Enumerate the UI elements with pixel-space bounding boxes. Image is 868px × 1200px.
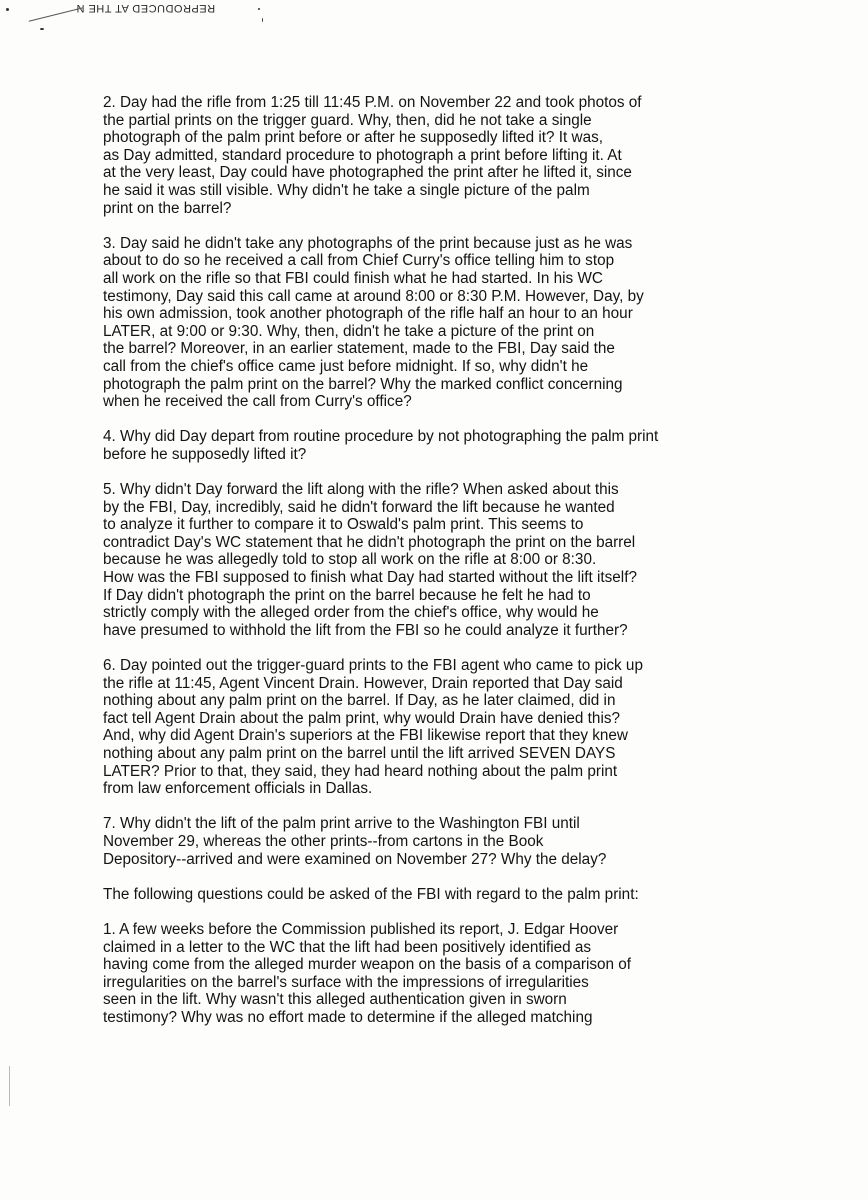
text-line: Depository--arrived and were examined on November 27? Why the delay? [103, 850, 607, 868]
text-line: LATER? Prior to that, they said, they had heard nothing about the palm print [103, 762, 618, 780]
text-line: all work on the rifle so that FBI could finish what he had started. In his WC [103, 269, 603, 287]
text-line: print on the barrel? [103, 199, 232, 217]
text-line: 7. Why didn't the lift of the palm print arrive to the Washington FBI until [103, 815, 580, 833]
scan-speck [258, 8, 260, 10]
text-line: from law enforcement officials in Dallas. [103, 780, 373, 798]
text-line: photograph of the palm print before or after he supposedly lifted it? It was, [103, 129, 603, 147]
paragraph [103, 235, 663, 411]
text-line: nothing about any palm print on the barrel. If Day, as he later claimed, did in [103, 692, 616, 710]
text-line: 2. Day had the rifle from 1:25 till 11:45 P.M. on November 22 and took photos of [103, 94, 642, 111]
paragraph [103, 657, 663, 798]
text-line: call from the chief's office came just before midnight. If so, why didn't he [103, 357, 589, 375]
text-line: nothing about any palm print on the barrel until the lift arrived SEVEN DAYS [103, 744, 616, 762]
paragraph [103, 94, 663, 217]
text-line: 6. Day pointed out the trigger-guard prints to the FBI agent who came to pick up [103, 657, 643, 674]
reproduction-stamp: REPRODUCED AT THE N [76, 2, 216, 14]
paragraph [103, 815, 663, 868]
text-line: LATER, at 9:00 or 9:30. Why, then, didn't he take a picture of the print on [103, 322, 595, 340]
text-line: How was the FBI supposed to finish what Day had started without the lift itself? [103, 569, 637, 587]
text-line: by the FBI, Day, incredibly, said he didn't forward the lift because he wanted [103, 498, 615, 516]
text-line: irregularities on the barrel's surface with the impressions of irregularities [103, 973, 589, 991]
text-line: the partial prints on the trigger guard. Why, then, did he not take a single [103, 111, 592, 129]
text-line: The following questions could be asked of the FBI with regard to the palm print: [103, 885, 639, 903]
paragraph [103, 921, 663, 1027]
scan-speck [6, 8, 9, 11]
text-line: contradict Day's WC statement that he didn't photograph the print on the barrel [103, 533, 636, 551]
text-line: when he received the call from Curry's office? [103, 393, 412, 411]
document-body [103, 94, 663, 1044]
text-line: 5. Why didn't Day forward the lift along with the rifle? When asked about this [103, 481, 619, 499]
text-line: seen in the lift. Why wasn't this alleged authentication given in sworn [103, 991, 567, 1009]
paragraph [103, 481, 663, 639]
text-line: about to do so he received a call from Chief Curry's office telling him to stop [103, 252, 615, 270]
scan-speck [262, 18, 263, 22]
stamp-mark [29, 7, 84, 22]
text-line: before he supposedly lifted it? [103, 445, 307, 463]
text-line: testimony, Day said this call came at around 8:00 or 8:30 P.M. However, Day, by [103, 287, 644, 305]
scan-speck [40, 28, 44, 30]
paragraph [103, 886, 663, 904]
text-line: And, why did Agent Drain's superiors at the FBI likewise report that they knew [103, 727, 628, 745]
text-line: he said it was still visible. Why didn't he take a single picture of the palm [103, 181, 590, 199]
text-line: testimony? Why was no effort made to determine if the alleged matching [103, 1008, 593, 1026]
text-line: the rifle at 11:45, Agent Vincent Drain. However, Drain reported that Day said [103, 674, 623, 692]
text-line: because he was allegedly told to stop all work on the rifle at 8:00 or 8:30. [103, 551, 597, 569]
text-line: 4. Why did Day depart from routine procedure by not photographing the palm print [103, 428, 659, 446]
text-line: his own admission, took another photograph of the rifle half an hour to an hour [103, 305, 633, 323]
text-line: having come from the alleged murder weapon on the basis of a comparison of [103, 956, 632, 974]
text-line: November 29, whereas the other prints--from cartons in the Book [103, 832, 544, 850]
text-line: photograph the palm print on the barrel? Why the marked conflict concerning [103, 375, 623, 393]
text-line: have presumed to withhold the lift from the FBI so he could analyze it further? [103, 621, 628, 639]
text-line: at the very least, Day could have photographed the print after he lifted it, since [103, 164, 632, 182]
text-line: 1. A few weeks before the Commission published its report, J. Edgar Hoover [103, 920, 619, 938]
text-line: If Day didn't photograph the print on the barrel because he felt he had to [103, 586, 591, 604]
paragraph [103, 428, 663, 463]
text-line: strictly comply with the alleged order from the chief's office, why would he [103, 604, 599, 622]
text-line: as Day admitted, standard procedure to photograph a print before lifting it. At [103, 146, 622, 164]
text-line: claimed in a letter to the WC that the lift had been positively identified as [103, 938, 592, 956]
margin-mark [9, 1066, 10, 1106]
text-line: to analyze it further to compare it to Oswald's palm print. This seems to [103, 516, 584, 534]
text-line: fact tell Agent Drain about the palm print, why would Drain have denied this? [103, 709, 620, 727]
text-line: the barrel? Moreover, in an earlier statement, made to the FBI, Day said the [103, 340, 615, 358]
text-line: 3. Day said he didn't take any photographs of the print because just as he was [103, 234, 633, 252]
